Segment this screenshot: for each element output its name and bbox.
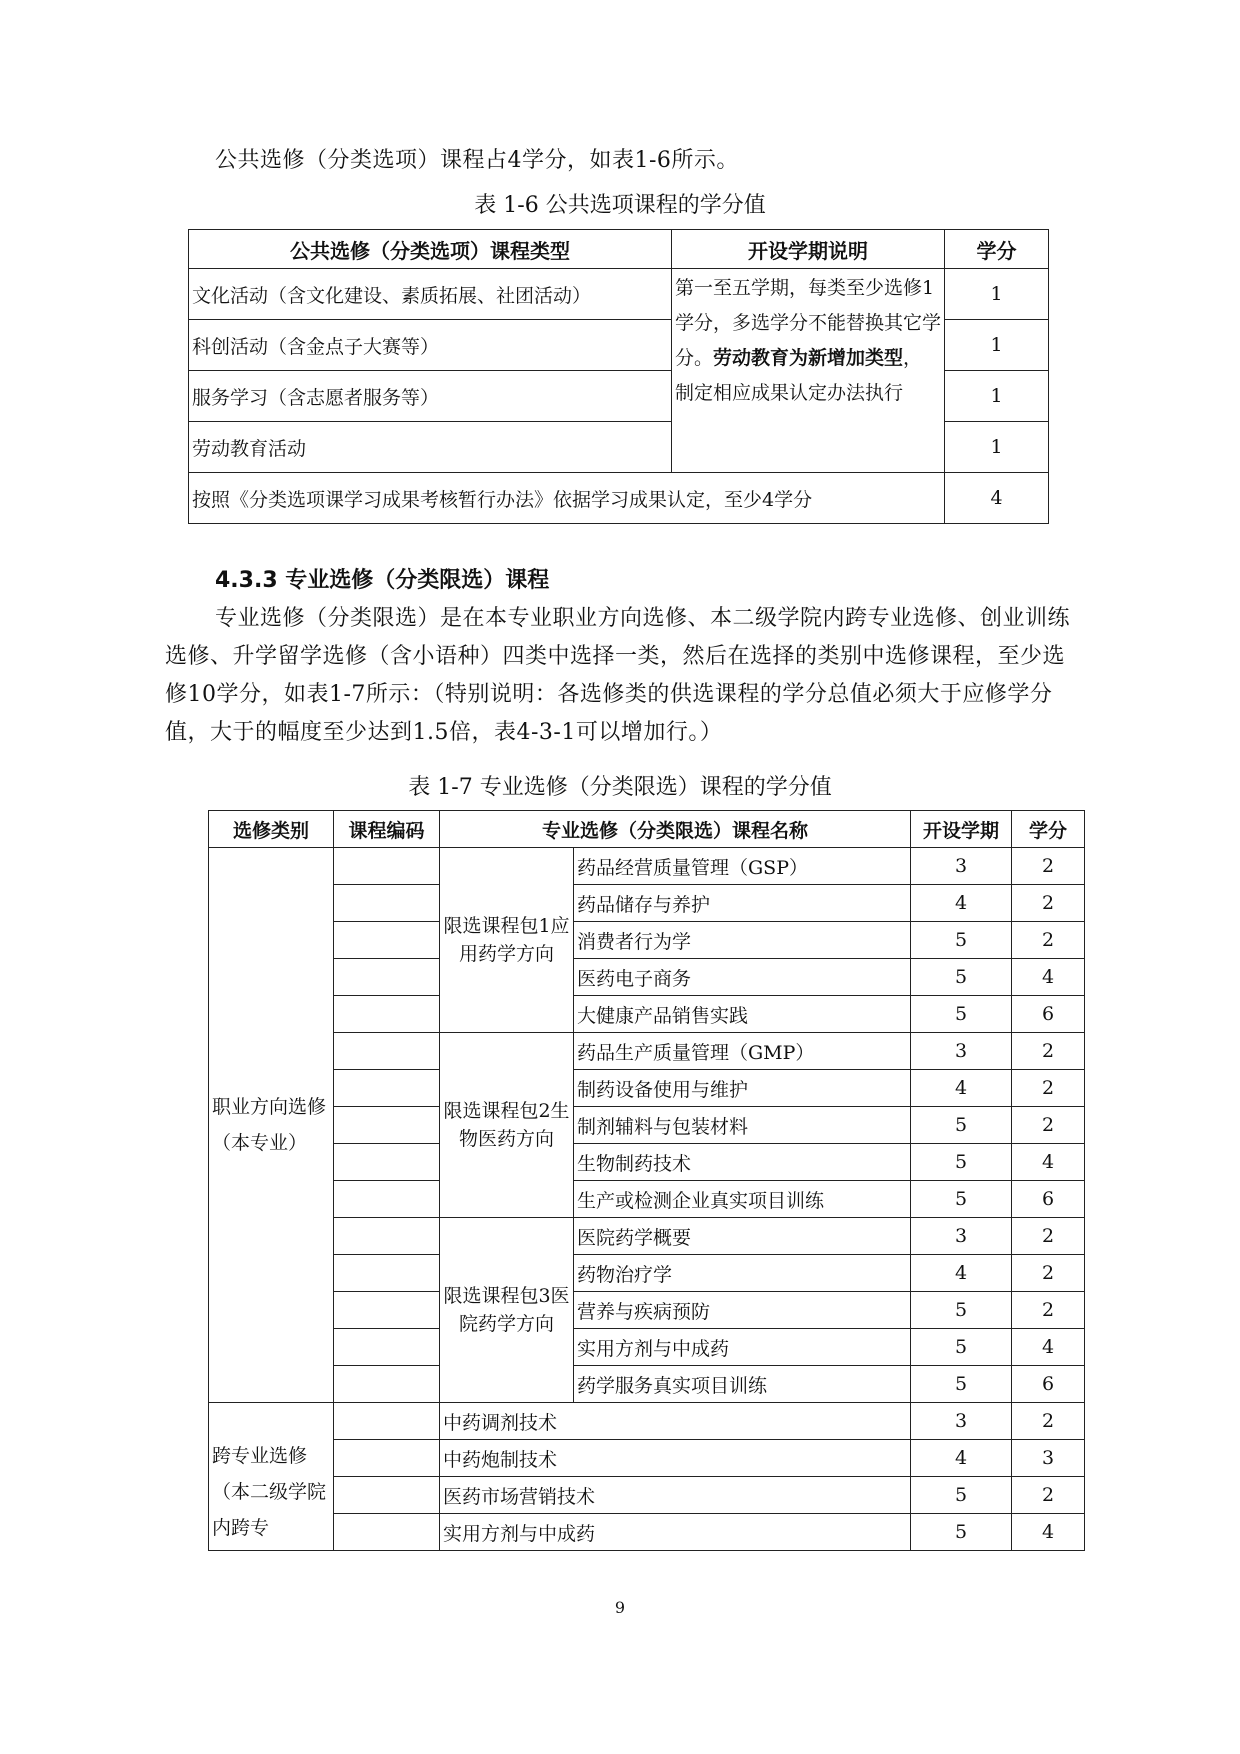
term-cell: 5: [911, 1144, 1012, 1181]
course-name-cell: 药品生产质量管理（GMP）: [574, 1033, 911, 1070]
table-row: [209, 848, 1085, 885]
intro-text: 公共选修（分类选项）课程占4学分，如表1-6所示。: [215, 148, 739, 173]
table-footer-row: [189, 473, 1049, 524]
credit-cell: 4: [1012, 959, 1085, 996]
credit-cell: 2: [1012, 885, 1085, 922]
header-course-name: 专业选修（分类限选）课程名称: [440, 811, 911, 848]
table-row: [209, 1366, 1085, 1403]
credit-cell: 6: [1012, 996, 1085, 1033]
term-cell: 4: [911, 885, 1012, 922]
course-type-cell: 文化活动（含文化建设、素质拓展、社团活动）: [189, 269, 672, 320]
course-name-cell: 药学服务真实项目训练: [574, 1366, 911, 1403]
term-cell: 5: [911, 1514, 1012, 1551]
credit-cell: 4: [1012, 1144, 1085, 1181]
course-name-cell: 生产或检测企业真实项目训练: [574, 1181, 911, 1218]
term-cell: 5: [911, 1292, 1012, 1329]
credit-cell: 3: [1012, 1440, 1085, 1477]
header-term-note: 开设学期说明: [672, 230, 945, 269]
table-row: [209, 1329, 1085, 1366]
course-code-cell: [334, 1033, 440, 1070]
table-row: [209, 922, 1085, 959]
credit-cell: 2: [1012, 1033, 1085, 1070]
header-term: 开设学期: [911, 811, 1012, 848]
table-row: [209, 1477, 1085, 1514]
term-cell: 4: [911, 1070, 1012, 1107]
credit-cell: 4: [1012, 1514, 1085, 1551]
credit-cell: 2: [1012, 848, 1085, 885]
course-code-cell: [334, 996, 440, 1033]
course-name-cell: 医药电子商务: [574, 959, 911, 996]
term-cell: 4: [911, 1255, 1012, 1292]
table-header-row: [189, 230, 1049, 269]
course-name-cell: 中药调剂技术: [440, 1403, 911, 1440]
table-row: [209, 1255, 1085, 1292]
table-row: [209, 1292, 1085, 1329]
course-name-cell: 消费者行为学: [574, 922, 911, 959]
credit-cell: 1: [945, 371, 1049, 422]
term-note-bold: 劳动教育为新增加类型: [713, 347, 904, 369]
course-name-cell: 中药炮制技术: [440, 1440, 911, 1477]
credit-cell: 2: [1012, 1107, 1085, 1144]
credit-cell: 1: [945, 320, 1049, 371]
course-name-cell: 药物治疗学: [574, 1255, 911, 1292]
table-row: [209, 1181, 1085, 1218]
credit-cell: 2: [1012, 1403, 1085, 1440]
course-type-cell: 劳动教育活动: [189, 422, 672, 473]
table-1-7: [208, 810, 1085, 1551]
term-cell: 3: [911, 1403, 1012, 1440]
course-code-cell: [334, 885, 440, 922]
term-cell: 5: [911, 996, 1012, 1033]
course-code-cell: [334, 1403, 440, 1440]
footer-text-cell: 按照《分类选项课学习成果考核暂行办法》依据学习成果认定，至少4学分: [189, 473, 945, 524]
course-code-cell: [334, 848, 440, 885]
header-credit: 学分: [945, 230, 1049, 269]
page-number: 9: [614, 1598, 626, 1617]
course-code-cell: [334, 1329, 440, 1366]
table-row: [209, 1107, 1085, 1144]
course-name-cell: 医药市场营销技术: [440, 1477, 911, 1514]
table-row: [209, 959, 1085, 996]
package-cell: 限选课程包2生物医药方向: [440, 1033, 574, 1218]
table-row: [209, 885, 1085, 922]
table-row: [209, 1218, 1085, 1255]
course-name-cell: 生物制药技术: [574, 1144, 911, 1181]
term-cell: 5: [911, 1477, 1012, 1514]
course-name-cell: 医院药学概要: [574, 1218, 911, 1255]
course-code-cell: [334, 959, 440, 996]
credit-cell: 6: [1012, 1366, 1085, 1403]
table-1-7-caption: 表 1-7 专业选修（分类限选）课程的学分值: [408, 775, 832, 800]
package-cell: 限选课程包3医院药学方向: [440, 1218, 574, 1403]
footer-credit-cell: 4: [945, 473, 1049, 524]
term-cell: 5: [911, 959, 1012, 996]
term-cell: 3: [911, 1218, 1012, 1255]
course-code-cell: [334, 1144, 440, 1181]
course-code-cell: [334, 1292, 440, 1329]
category-cell: 职业方向选修（本专业）: [209, 848, 334, 1403]
course-code-cell: [334, 1514, 440, 1551]
section-paragraph: 专业选修（分类限选）是在本专业职业方向选修、本二级学院内跨专业选修、创业训练选修、升学留学选修（含小语种）四类中选择一类，然后在选择的类别中选修课程，至少选修10学分，如表1-7所示：（特别说明：各选修类的供选课程的学分总值必须大于应修学分值，大于的幅度至少达到1.5倍，表4-3-1可以增加行。）: [165, 606, 1071, 745]
term-cell: 5: [911, 1181, 1012, 1218]
course-code-cell: [334, 1107, 440, 1144]
term-note-cell: [672, 269, 945, 473]
course-name-cell: 药品储存与养护: [574, 885, 911, 922]
credit-cell: 2: [1012, 1218, 1085, 1255]
term-cell: 5: [911, 1366, 1012, 1403]
term-cell: 5: [911, 1107, 1012, 1144]
term-cell: 5: [911, 1329, 1012, 1366]
package-cell: 限选课程包1应用药学方向: [440, 848, 574, 1033]
course-code-cell: [334, 1477, 440, 1514]
credit-cell: 2: [1012, 1255, 1085, 1292]
term-cell: 4: [911, 1440, 1012, 1477]
table-row: [209, 1033, 1085, 1070]
term-cell: 5: [911, 922, 1012, 959]
credit-cell: 1: [945, 269, 1049, 320]
course-type-cell: 服务学习（含志愿者服务等）: [189, 371, 672, 422]
table-1-6-caption: 表 1-6 公共选项课程的学分值: [474, 193, 766, 218]
credit-cell: 2: [1012, 1477, 1085, 1514]
credit-cell: 6: [1012, 1181, 1085, 1218]
term-note-text: 第一至五学期，每类至少选修1学分，多选学分不能替换其它学分。: [675, 277, 942, 369]
table-row: [189, 269, 1049, 320]
course-code-cell: [334, 1181, 440, 1218]
header-credit: 学分: [1012, 811, 1085, 848]
course-name-cell: 实用方剂与中成药: [574, 1329, 911, 1366]
category-cell: 跨专业选修（本二级学院内跨专: [209, 1403, 334, 1551]
table-row: [209, 1070, 1085, 1107]
table-row: [209, 1440, 1085, 1477]
course-name-cell: 药品经营质量管理（GSP）: [574, 848, 911, 885]
table-header-row: [209, 811, 1085, 848]
term-cell: 3: [911, 848, 1012, 885]
table-row: [209, 1514, 1085, 1551]
header-category: 选修类别: [209, 811, 334, 848]
table-row: [209, 1144, 1085, 1181]
course-name-cell: 实用方剂与中成药: [440, 1514, 911, 1551]
credit-cell: 4: [1012, 1329, 1085, 1366]
header-course-code: 课程编码: [334, 811, 440, 848]
course-name-cell: 制剂辅料与包装材料: [574, 1107, 911, 1144]
course-code-cell: [334, 1255, 440, 1292]
course-code-cell: [334, 1070, 440, 1107]
term-cell: 3: [911, 1033, 1012, 1070]
course-code-cell: [334, 922, 440, 959]
header-course-type: 公共选修（分类选项）课程类型: [189, 230, 672, 269]
section-heading: 4.3.3 专业选修（分类限选）课程: [215, 568, 550, 593]
credit-cell: 2: [1012, 1070, 1085, 1107]
table-row: [209, 996, 1085, 1033]
table-1-6: [188, 229, 1049, 524]
course-type-cell: 科创活动（含金点子大赛等）: [189, 320, 672, 371]
credit-cell: 1: [945, 422, 1049, 473]
course-name-cell: 营养与疾病预防: [574, 1292, 911, 1329]
course-name-cell: 大健康产品销售实践: [574, 996, 911, 1033]
credit-cell: 2: [1012, 922, 1085, 959]
course-code-cell: [334, 1218, 440, 1255]
course-code-cell: [334, 1440, 440, 1477]
course-name-cell: 制药设备使用与维护: [574, 1070, 911, 1107]
credit-cell: 2: [1012, 1292, 1085, 1329]
term-note-text-end: ，制定相应成果认定办法执行: [675, 347, 923, 404]
table-row: [209, 1403, 1085, 1440]
course-code-cell: [334, 1366, 440, 1403]
